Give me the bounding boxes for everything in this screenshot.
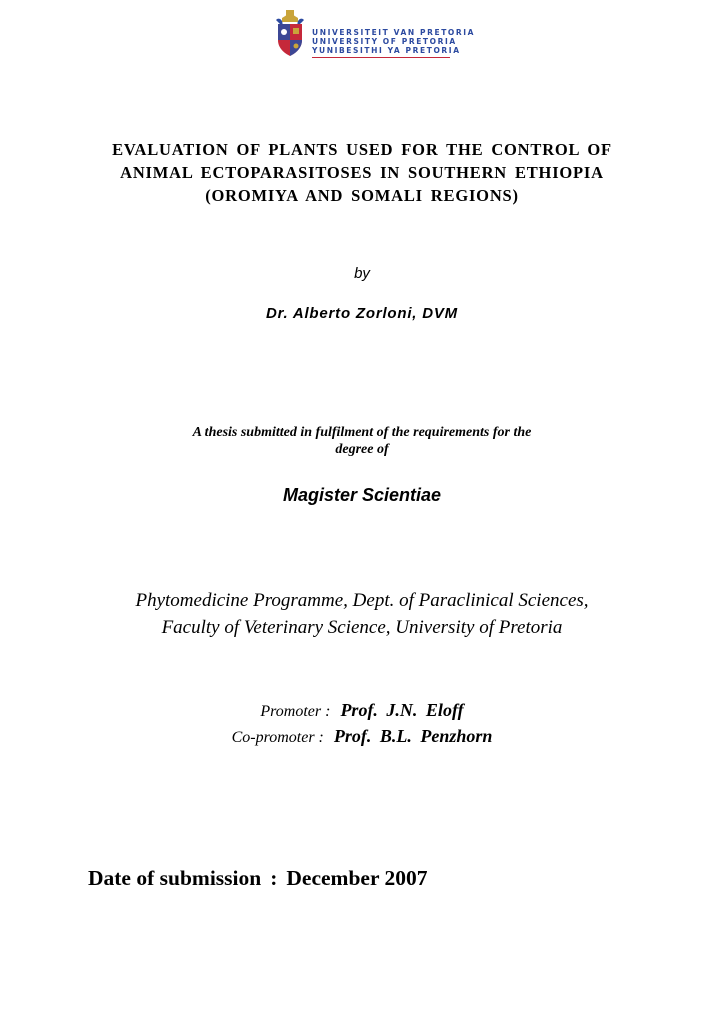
university-name-afrikaans: UNIVERSITEIT VAN PRETORIA xyxy=(312,28,476,37)
university-logo xyxy=(272,8,476,62)
promoters-block xyxy=(0,698,724,750)
promoter-name: Prof. J.N. Eloff xyxy=(340,700,464,720)
submission-label: Date of submission xyxy=(88,866,262,890)
title-line: ANIMAL ECTOPARASITOSES IN SOUTHERN ETHIOPIA xyxy=(120,163,604,182)
submission-date xyxy=(88,866,427,891)
thesis-statement xyxy=(100,424,624,458)
university-name-sepedi: YUNIBESITHI YA PRETORIA xyxy=(312,46,461,55)
university-crest-icon xyxy=(272,8,308,58)
promoter-label: Promoter : xyxy=(260,703,331,720)
title-line: EVALUATION OF PLANTS USED FOR THE CONTROL OF xyxy=(112,140,612,159)
copromoter-label: Co-promoter : xyxy=(231,729,324,746)
promoter-row xyxy=(0,698,724,724)
copromoter-row xyxy=(0,724,724,750)
submission-separator: : xyxy=(270,866,278,890)
university-name-english: UNIVERSITY OF PRETORIA xyxy=(312,37,457,46)
logo-divider xyxy=(312,57,450,58)
department-info xyxy=(40,587,684,641)
by-label: by xyxy=(354,265,370,282)
faculty-line: Faculty of Veterinary Science, University of Pretoria xyxy=(161,617,563,638)
department-line: Phytomedicine Programme, Dept. of Paraclinical Sciences, xyxy=(135,590,589,611)
author-name: Dr. Alberto Zorloni, DVM xyxy=(266,305,458,322)
copromoter-name: Prof. B.L. Penzhorn xyxy=(333,726,493,746)
statement-line: A thesis submitted in fulfilment of the requirements for the xyxy=(192,425,532,440)
degree-name: Magister Scientiae xyxy=(282,485,442,505)
title-line: (OROMIYA AND SOMALI REGIONS) xyxy=(205,186,519,205)
statement-line: degree of xyxy=(335,442,389,457)
thesis-title xyxy=(60,138,664,207)
submission-date-value: December 2007 xyxy=(286,866,428,890)
university-names xyxy=(312,28,475,55)
